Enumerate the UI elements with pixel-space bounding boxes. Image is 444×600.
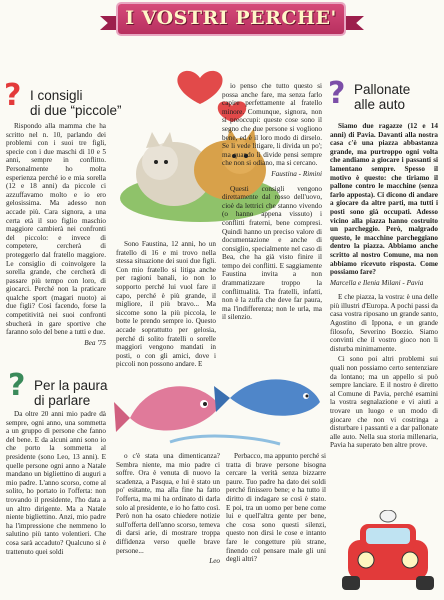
question-mark-icon: ? [8, 368, 26, 403]
paragraph: Ci sono poi altri problemi sui quali non possiamo certo sentenziare da lontano; ma un appello si può sempre lanciare. E il nostro è diretto al Comune di Pavia, perché esamini la vostra segnalazione e vi aiuti a trovare un luogo e un modo di giocare che non vi costringa a disturbare i passanti e a dar pallonate alle auto. Nella sua storia millenaria, Pavia ha superato ben altre prove. [330, 355, 438, 450]
column-paura-2 [116, 452, 220, 566]
signature: Leo [209, 557, 220, 566]
paragraph: o c'è stata una dimenticanza? Sembra niente, ma mio padre ci soffre. Ora è venuta di nuovo la scadenza, a Pasqua, e lui è stato un po' esitante, ma alla fine ha fatto l'offerta, ma mi ha ordinato di darla solo al presidente, e io ho fatto così. Però non ha osato chiedere notizie sull'offerta dell'anno scorso, temeva di darsi arie, di mostrare troppa diffidenza verso quelle brave persone... [116, 452, 220, 555]
paragraph: Siamo due ragazze (12 e 14 anni) di Pavia. Davanti alla nostra casa c'è una piazza abbastanza grande, ma purtroppo ogni volta che andiamo a giocare i passanti si lamentano sempre. Spesso il motivo è questo: che tiriamo il pallone contro le macchine (senza farlo apposta). Ci dicono di andare a giocare da altre parti, ma tutti i posti sono già occupati. Adesso vicino alla piazza hanno costruito un parcheggio. Però, malgrado questo, le macchine parcheggiano dentro la piazza. Abbiamo anche scritto al nostro Comune, ma non abbiamo ricevuto risposta. Come possiamo fare? [330, 122, 438, 277]
section-heading-paura: Per la paura di parlare [34, 378, 108, 408]
paragraph: Questi consigli vengono direttamente dal rosso dell'uovo, cioè da lettrici che stanno vivendo (o hanno appena vissuto) i conflitti fraterni, bene compresi. Quindi hanno un preciso valore di documentazione e anche di consiglio, specialmente nel caso di Bea, che ha già visto finire il tempo dei conflitti. E saggiamente Faustina invita a non drammatizzare troppo la conflittualità. Tra fratelli, infatti, non è la zuffa che deve far paura, ma l'indifferenza; non le urla, ma il silenzio. [222, 184, 322, 322]
page-title: I VOSTRI PERCHE' [125, 7, 337, 29]
paragraph: Da oltre 20 anni mio padre dà sempre, ogni anno, una sommetta a un gruppo di persone che fanno del bene. E da alcuni anni sono io che porto la sommetta al presidente (sono Leo, 13 anni). E quelle persone ogni anno a Natale mandano un bigliettino di auguri a mio padre. L'anno scorso, come al solito, ho portato io l'offerta: non trovando il presidente, l'ho data a un altro dirigente. Ma a Natale niente bigliettino. Anzi, mio padre ha l'impressione che nemmeno lo salutino più tanto volentieri. Che cosa sarà accaduto? Qualcuno si è trattenuto quei soldi [6, 410, 106, 556]
paragraph: Perbacco, ma appunto perché si tratta di brave persone bisogna cercare la verità senza bizzarre paure. Tuo padre ha dato dei soldi perché finissero bene; e ha tutto il diritto di indagare se così è stato. E poi, tra un uomo per bene come lui e quell'altra gente per bene, che cosa sono questi silenzi, questo non dirsi le cose e intanto fare le congetture più strane, finendo col pensare male gli uni degli altri? [226, 452, 326, 564]
column-pallonate [330, 122, 438, 452]
column-consigli-1 [6, 122, 106, 347]
column-paura-3 [226, 452, 326, 566]
question-mark-icon: ? [328, 76, 346, 111]
paragraph: io penso che tutto questo si possa anche fare, ma senza farlo capire perfettamente al fratello minore. Comunque, signora, non si preoccupi: queste cose sono il segno che due persone si vogliono bene, ed è il loro modo di dirselo. Se li vede litigare, li divida un po'; ma quando li divide pensi sempre che non si odiano, ma si cercano. [222, 82, 322, 168]
column-consigli-3 [222, 82, 322, 324]
signature: Bea '75 [84, 338, 106, 347]
car-illustration [336, 510, 440, 596]
section-heading-pallonate: Pallonate alle auto [354, 82, 411, 112]
column-consigli-2 [116, 240, 216, 371]
paragraph: Sono Faustina, 12 anni, ho un fratello di 16 e mi trovo nella stessa situazione dei suoi due figli. Con mio fratello si litiga anche per ragioni banali, io non lo sopporto perché lui vuol fare il capo, perché è più grande, il migliore, il più bravo... Ma siccome sono la più piccola, le botte le prendo sempre io. Questo accade soprattutto per gelosia, perché di solito fratelli o sorelle maggiori vengono mandati in posti, o con gli amici, dove i piccoli non possono andare. E [116, 240, 216, 369]
question-mark-icon: ? [4, 78, 22, 113]
paragraph: E che piazza, la vostra: è una delle più illustri d'Europa. A pochi passi da casa vostra riposano un grande santo, Agostino di Ippona, e un grande filosofo, Severino Boezio. Siamo convinti che il vostro gioco non li disturba minimamente. [330, 293, 438, 353]
signature: Marcella e Ilenia Milani - Pavia [330, 278, 424, 287]
column-paura-1 [6, 410, 106, 558]
paragraph: Rispondo alla mamma che ha scritto nel n. 10, parlando dei problemi con i suoi tre figli, specie con i due maschi di 10 e 5 anni, sempre in conflitto. Personalmente ho molta esperienza perché io e mia sorella (12 e 18 anni) da piccole ci azzuffavamo molto e io ero gelosissima. Ma adesso non accade più. Cara signora, a una certa età il suo figlio maschio maggiore cambierà nei confronti del piccolo: e invece di competere, cercherà di proteggerlo dal fratello maggiore. Le consiglio di coinvolgere la sorella grande, che cercherà di passare più tempo con loro, di giocarci. Perché non la praticare qualche sport (magari nuoto) ai due figli? Così facendo, forse la competitività nei suoi confronti sbucherà in gare sportive che faranno solo del bene a tutti e due. [6, 122, 106, 337]
signature: Faustina - Rimini [271, 169, 322, 178]
fish-illustration [110, 358, 328, 448]
banner [118, 4, 344, 34]
section-heading-consigli: I consigli di due “piccole” [30, 88, 122, 118]
heart-icon [177, 71, 222, 104]
